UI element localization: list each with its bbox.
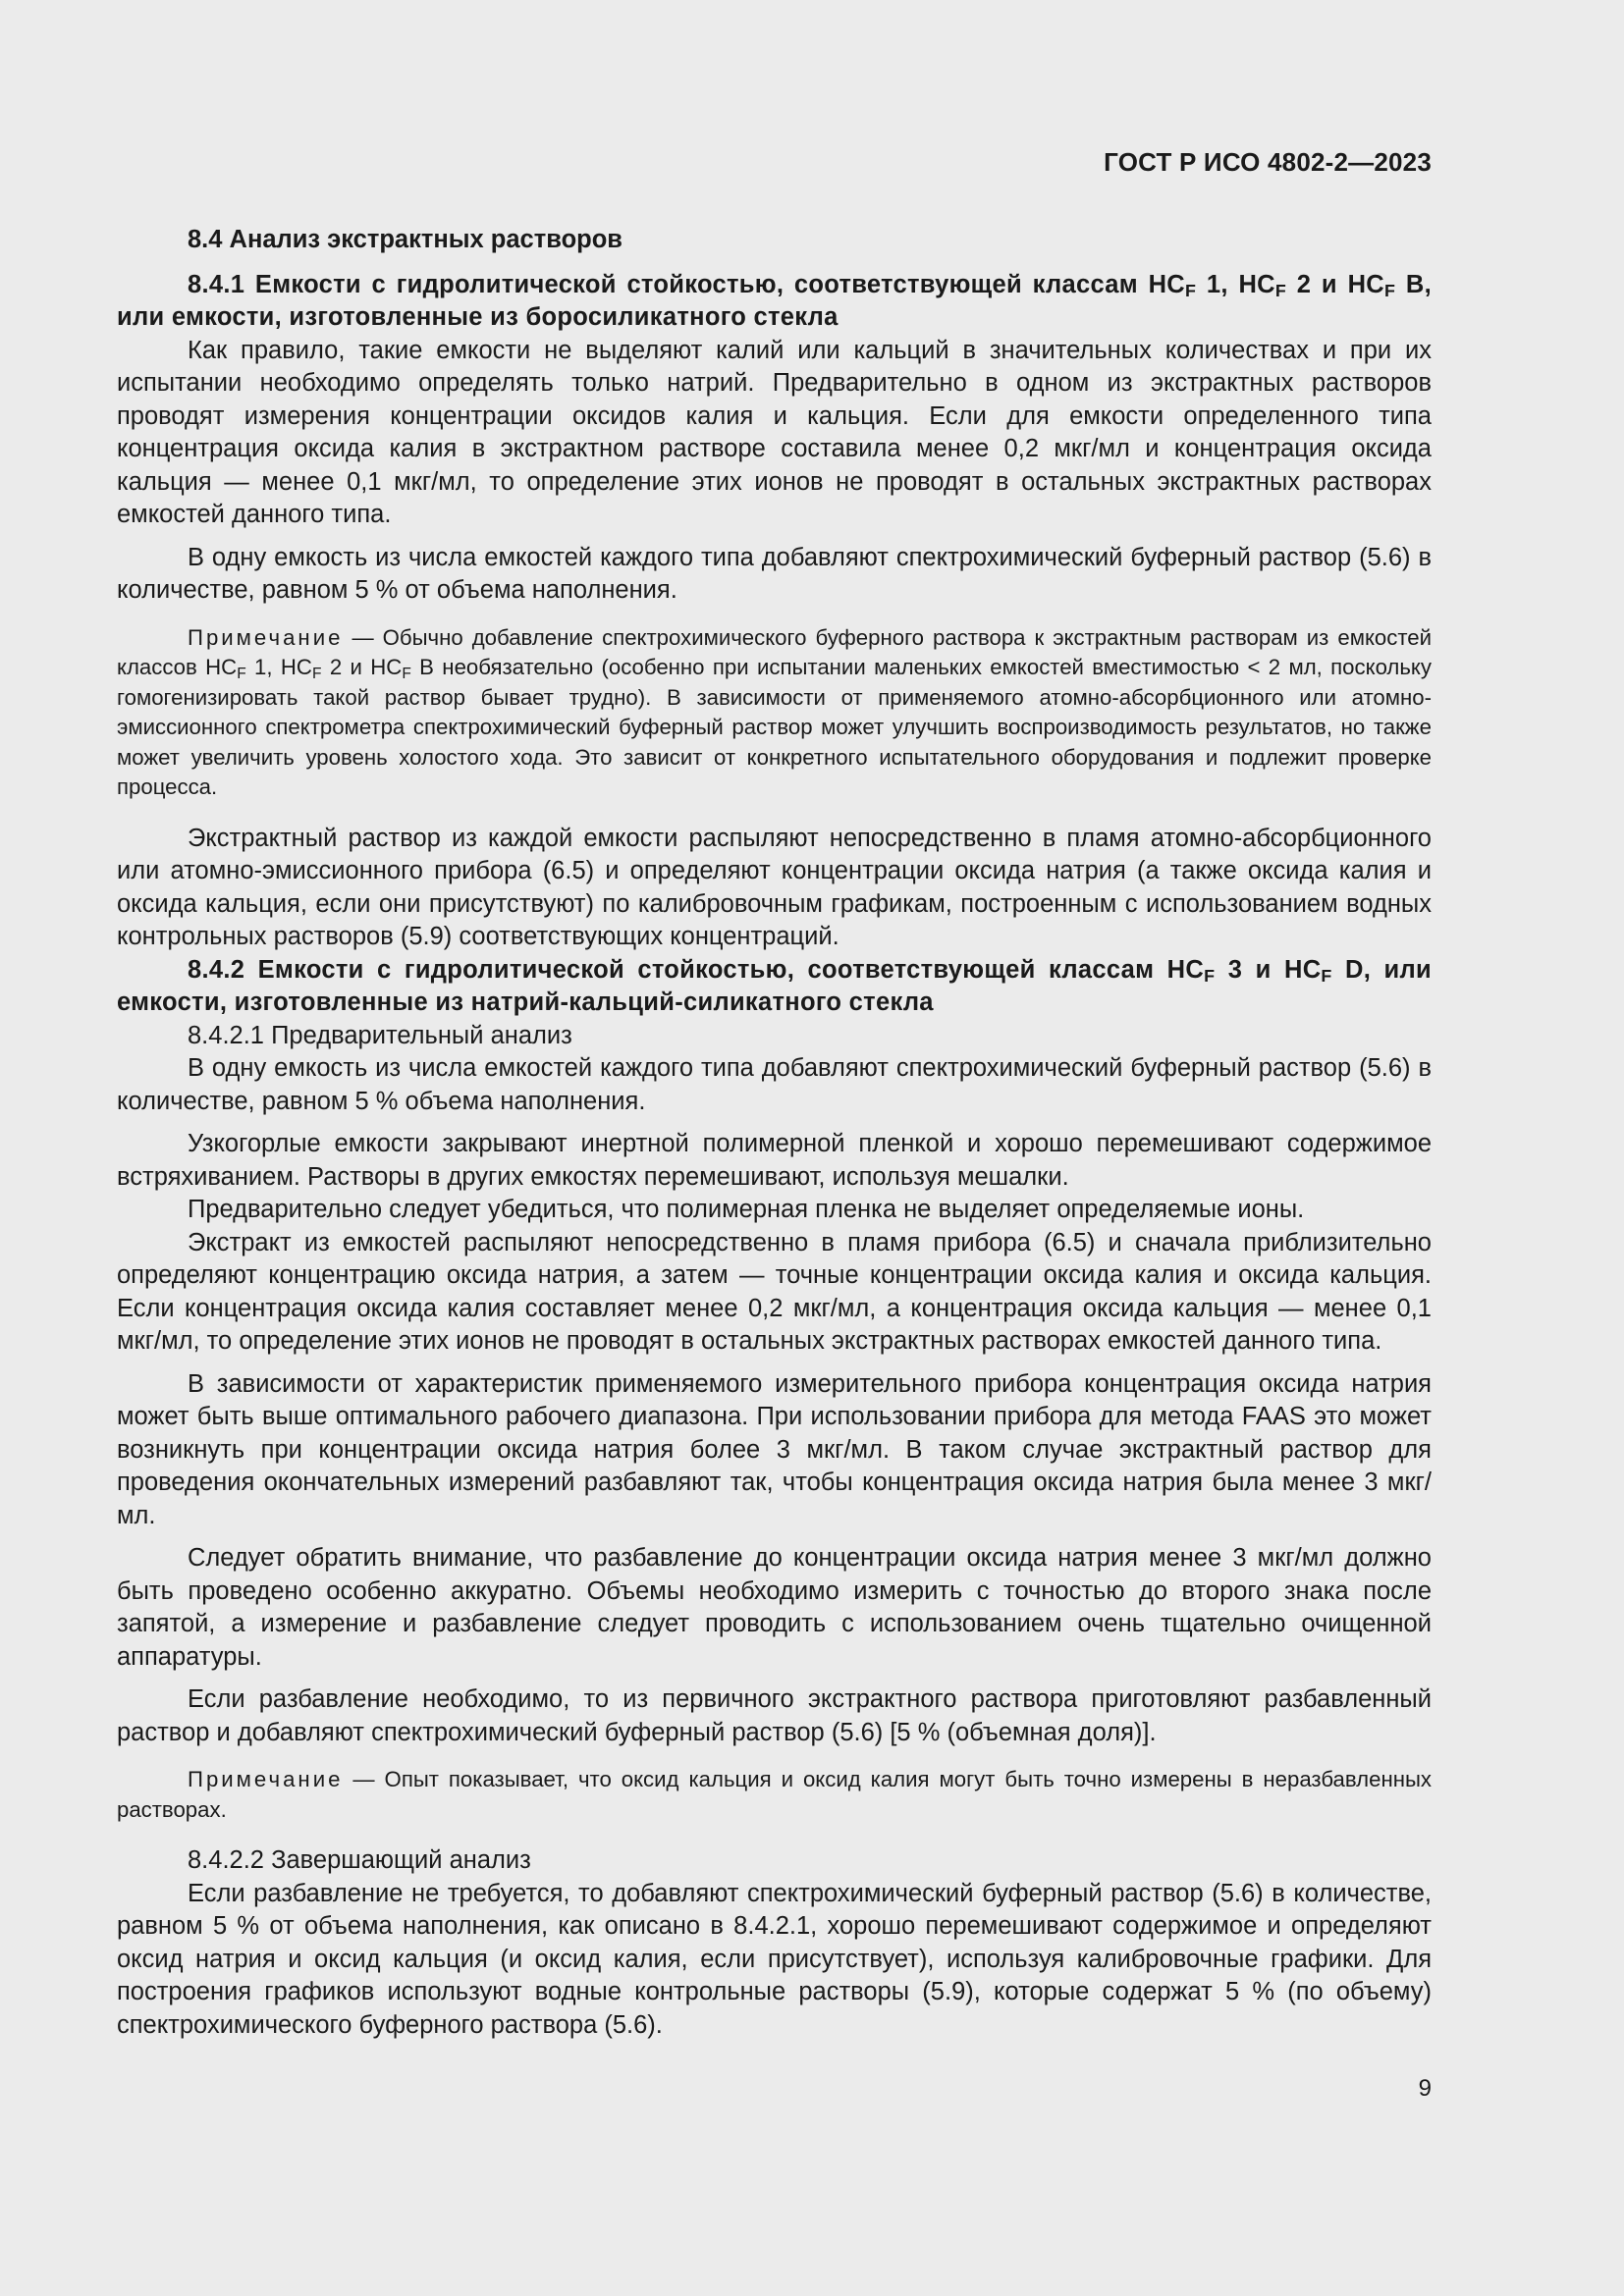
paragraph: Предварительно следует убедиться, что полимерная пленка не выделяет определяемые ионы.: [188, 1196, 1305, 1223]
subsection-8-4-2-1-title: 8.4.2.1 Предварительный анализ: [188, 1021, 572, 1049]
paragraph: Следует обратить внимание, что разбавление до концентрации оксида натрия менее 3 мкг/мл должно быть проведено особенно аккуратно. Объемы необходимо измерить с точностью до второго знака после запятой, а измерение и разбавление следует проводить с использованием очень тщательно очищенной аппаратуры.: [117, 1544, 1432, 1671]
section-8-4-1-title: 8.4.1 Емкости с гидролитической стойкостью, соответствующей классам $HC_F$ 1, $HC_F$ 2 и $HC_F$ B, или емкости, изготовленные из боросиликатного стекла: [117, 270, 1432, 331]
paragraph: Экстрактный раствор из каждой емкости распыляют непосредственно в пламя атомно-абсорбционного или атомно-эмиссионного прибора (6.5) и определяют концентрации оксида натрия (а также оксида калия и оксида кальция, если они присутствуют) по калибровочным графикам, построенным с использованием водных контрольных растворов (5.9) соответствующих концентраций.: [117, 824, 1432, 950]
note: Примечание — Опыт показывает, что оксид кальция и оксид калия могут быть точно измерены в неразбавленных растворах.: [117, 1767, 1432, 1822]
subsection-8-4-2-2-title: 8.4.2.2 Завершающий анализ: [188, 1846, 531, 1874]
paragraph: Как правило, такие емкости не выделяют калий или кальций в значительных количествах и при их испытании необходимо определять только натрий. Предварительно в одном из экстрактных растворов проводят измерения концентрации оксидов калия и кальция. Если для емкости определенного типа концентрация оксида калия в экстрактном растворе составила менее 0,2 мкг/мл и концентрация оксида кальция — менее 0,1 мкг/мл, то определение этих ионов не проводят в остальных экстрактных растворах емкостей данного типа.: [117, 336, 1432, 528]
paragraph: Узкогорлые емкости закрывают инертной полимерной пленкой и хорошо перемешивают содержимое встряхиванием. Растворы в других емкостях перемешивают, используя мешалки.: [117, 1130, 1432, 1191]
paragraph: Экстракт из емкостей распыляют непосредственно в пламя прибора (6.5) и сначала приблизительно определяют концентрацию оксида натрия, а затем — точные концентрации оксида калия и оксида кальция. Если концентрация оксида калия составляет менее 0,2 мкг/мл, а концентрация оксида кальция — менее 0,1 мкг/мл, то определение этих ионов не проводят в остальных экстрактных растворах емкостей данного типа.: [117, 1228, 1432, 1355]
document-code: ГОСТ Р ИСО 4802-2—2023: [1104, 147, 1432, 177]
section-8-4-title: 8.4 Анализ экстрактных растворов: [188, 226, 623, 253]
paragraph: В одну емкость из числа емкостей каждого типа добавляют спектрохимический буферный раствор (5.6) в количестве, равном 5 % от объема наполнения.: [117, 543, 1432, 604]
note: Примечание — Обычно добавление спектрохимического буферного раствора к экстрактным растворам из емкостей классов $HC_F$ 1, $HC_F$ 2 и $HC_F$ B необязательно (особенно при испытании маленьких емкостей вместимостью < 2 мл, поскольку гомогенизировать такой раствор бывает трудно). В зависимости от применяемого атомно-абсорбционного или атомно-эмиссионного спектрометра спектрохимический буферный раствор может улучшить воспроизводимость результатов, но также может увеличить уровень холостого хода. Это зависит от конкретного испытательного оборудования и подлежит проверке процесса.: [117, 624, 1432, 799]
paragraph: В одну емкость из числа емкостей каждого типа добавляют спектрохимический буферный раствор (5.6) в количестве, равном 5 % объема наполнения.: [117, 1054, 1432, 1115]
page-number: 9: [1418, 2075, 1432, 2102]
paragraph: В зависимости от характеристик применяемого измерительного прибора концентрация оксида натрия может быть выше оптимального рабочего диапазона. При использовании прибора для метода FAAS это может возникнуть при концентрации оксида натрия более 3 мкг/мл. В таком случае экстрактный раствор для проведения окончательных измерений разбавляют так, чтобы концентрация оксида натрия была менее 3 мкг/мл.: [117, 1369, 1432, 1529]
paragraph: Если разбавление не требуется, то добавляют спектрохимический буферный раствор (5.6) в количестве, равном 5 % от объема наполнения, как описано в 8.4.2.1, хорошо перемешивают содержимое и определяют оксид натрия и оксид кальция (и оксид калия, если присутствует), используя калибровочные графики. Для построения графиков используют водные контрольные растворы (5.9), которые содержат 5 % (по объему) спектрохимического буферного раствора (5.6).: [117, 1879, 1432, 2039]
section-8-4-2-title: 8.4.2 Емкости с гидролитической стойкостью, соответствующей классам $HC_F$ 3 и $HC_F$ D, или емкости, изготовленные из натрий-кальций-силикатного стекла: [117, 955, 1432, 1016]
paragraph: Если разбавление необходимо, то из первичного экстрактного раствора приготовляют разбавленный раствор и добавляют спектрохимический буферный раствор (5.6) [5 % (объемная доля)].: [117, 1685, 1432, 1746]
page-body: [117, 224, 1432, 2042]
